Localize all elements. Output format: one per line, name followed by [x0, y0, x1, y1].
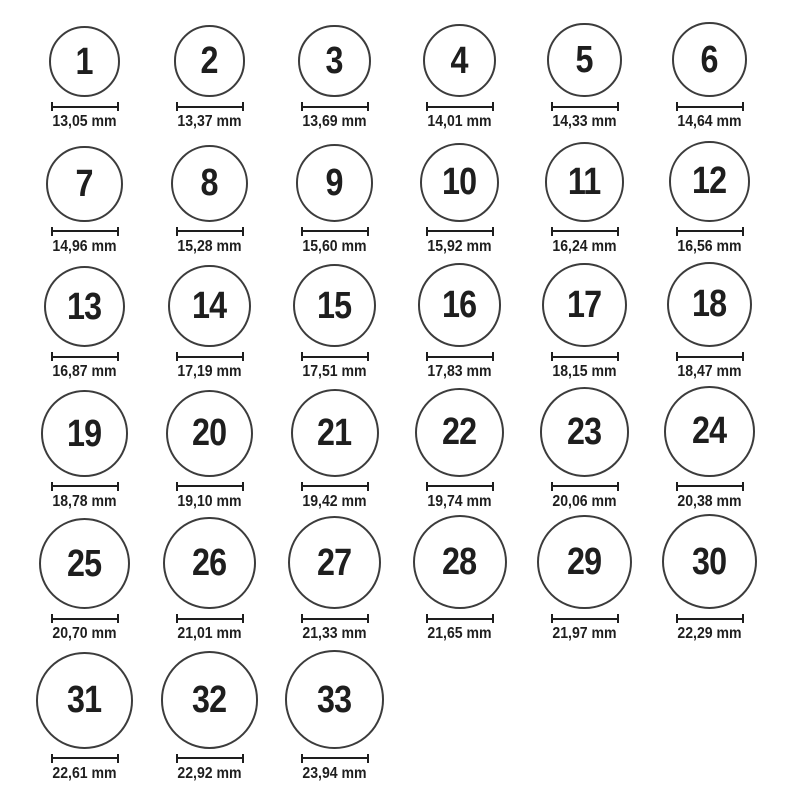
measure-tick-right [117, 352, 119, 361]
measure-tick-right [617, 352, 619, 361]
diameter-measure-line [426, 352, 494, 361]
ring-size-item [397, 24, 522, 132]
ring-size-number: 21 [317, 411, 352, 454]
ring-size-item [647, 514, 772, 644]
measure-bar [426, 230, 494, 232]
ring-circle [418, 263, 502, 347]
diameter-measure-line [51, 754, 119, 763]
measure-bar [551, 230, 619, 232]
measure-tick-right [117, 227, 119, 236]
measure-bar [301, 485, 369, 487]
diameter-label: 19,42 mm [302, 492, 367, 510]
ring-size-item [522, 387, 647, 511]
measure-bar [551, 485, 619, 487]
diameter-measure-line [551, 227, 619, 236]
ring-size-number: 32 [192, 678, 227, 721]
ring-size-item [147, 517, 272, 643]
ring-size-number: 12 [692, 160, 727, 203]
chart-row [22, 514, 800, 644]
measure-tick-right [367, 227, 369, 236]
diameter-label: 17,83 mm [427, 363, 492, 381]
ring-size-number: 28 [442, 541, 477, 584]
measure-bar [51, 757, 119, 759]
ring-size-number: 20 [192, 412, 227, 455]
chart-row [22, 141, 800, 255]
diameter-measure-line [676, 102, 744, 111]
diameter-label: 16,87 mm [52, 363, 117, 381]
ring-size-item [147, 390, 272, 511]
ring-size-number: 13 [67, 285, 102, 328]
ring-size-item [147, 265, 272, 381]
ring-size-number: 19 [67, 412, 102, 455]
ring-circle [664, 386, 755, 477]
ring-size-number: 8 [200, 162, 219, 205]
diameter-measure-line [676, 227, 744, 236]
diameter-label: 15,28 mm [177, 237, 242, 255]
measure-tick-right [492, 352, 494, 361]
ring-circle [540, 387, 630, 477]
measure-bar [676, 106, 744, 108]
ring-size-number: 18 [692, 283, 727, 326]
chart-row [22, 650, 800, 782]
measure-bar [426, 106, 494, 108]
ring-size-number: 9 [325, 161, 344, 204]
measure-tick-right [117, 754, 119, 763]
diameter-measure-line [551, 482, 619, 491]
diameter-label: 20,70 mm [52, 625, 117, 643]
ring-size-number: 2 [200, 40, 219, 83]
ring-size-item [522, 23, 647, 131]
ring-size-number: 11 [568, 160, 601, 203]
ring-circle [174, 25, 246, 97]
ring-size-item [397, 143, 522, 256]
measure-bar [551, 618, 619, 620]
measure-bar [176, 230, 244, 232]
measure-tick-right [617, 102, 619, 111]
ring-size-number: 1 [75, 40, 94, 83]
measure-tick-right [492, 102, 494, 111]
diameter-label: 14,33 mm [552, 113, 617, 131]
ring-size-number: 17 [567, 283, 602, 326]
diameter-measure-line [51, 482, 119, 491]
ring-circle [420, 143, 499, 222]
diameter-measure-line [426, 227, 494, 236]
measure-bar [176, 618, 244, 620]
diameter-measure-line [551, 102, 619, 111]
diameter-label: 13,69 mm [302, 113, 367, 131]
diameter-measure-line [551, 614, 619, 623]
ring-size-item [22, 652, 147, 783]
ring-circle [423, 24, 497, 98]
measure-tick-right [242, 352, 244, 361]
diameter-measure-line [301, 352, 369, 361]
ring-size-number: 25 [67, 542, 102, 585]
ring-size-number: 22 [442, 411, 477, 454]
diameter-measure-line [176, 754, 244, 763]
ring-circle [163, 517, 255, 609]
ring-size-number: 4 [450, 39, 469, 82]
ring-size-item [272, 650, 397, 782]
ring-circle [413, 515, 507, 609]
diameter-label: 14,96 mm [52, 237, 117, 255]
measure-tick-right [367, 614, 369, 623]
ring-size-item [272, 389, 397, 511]
measure-tick-right [367, 482, 369, 491]
diameter-label: 16,24 mm [552, 237, 617, 255]
diameter-label: 16,56 mm [677, 237, 742, 255]
measure-bar [51, 230, 119, 232]
ring-circle [537, 515, 632, 610]
ring-size-item [522, 142, 647, 256]
measure-tick-right [492, 227, 494, 236]
diameter-measure-line [426, 102, 494, 111]
diameter-label: 21,97 mm [552, 625, 617, 643]
diameter-label: 14,64 mm [677, 113, 742, 131]
diameter-label: 22,92 mm [177, 764, 242, 782]
measure-tick-right [742, 227, 744, 236]
ring-size-item [522, 515, 647, 644]
diameter-measure-line [301, 614, 369, 623]
measure-bar [176, 485, 244, 487]
ring-size-number: 30 [692, 540, 727, 583]
diameter-label: 22,29 mm [677, 625, 742, 643]
diameter-label: 21,33 mm [302, 625, 367, 643]
ring-size-item [272, 25, 397, 132]
diameter-measure-line [426, 482, 494, 491]
diameter-measure-line [51, 614, 119, 623]
ring-circle [171, 145, 248, 222]
measure-bar [176, 757, 244, 759]
ring-size-item [22, 266, 147, 381]
diameter-label: 19,74 mm [427, 492, 492, 510]
diameter-label: 17,51 mm [302, 363, 367, 381]
diameter-measure-line [176, 482, 244, 491]
diameter-measure-line [426, 614, 494, 623]
diameter-measure-line [301, 482, 369, 491]
ring-circle [662, 514, 758, 610]
ring-size-item [272, 144, 397, 256]
ring-size-number: 10 [442, 161, 477, 204]
ring-size-number: 29 [567, 541, 602, 584]
measure-bar [426, 485, 494, 487]
measure-bar [301, 356, 369, 358]
measure-tick-right [242, 754, 244, 763]
measure-bar [676, 618, 744, 620]
measure-bar [426, 618, 494, 620]
ring-size-item [647, 22, 772, 131]
ring-size-number: 26 [192, 542, 227, 585]
diameter-label: 15,92 mm [427, 237, 492, 255]
ring-circle [291, 389, 379, 477]
ring-circle [542, 263, 627, 348]
diameter-label: 21,65 mm [427, 625, 492, 643]
diameter-label: 20,38 mm [677, 492, 742, 510]
diameter-label: 23,94 mm [302, 764, 367, 782]
measure-tick-right [617, 482, 619, 491]
ring-size-item [22, 390, 147, 510]
ring-size-number: 7 [75, 162, 94, 205]
measure-tick-right [742, 352, 744, 361]
diameter-measure-line [51, 102, 119, 111]
ring-size-item [522, 263, 647, 382]
ring-size-number: 5 [575, 39, 594, 82]
measure-bar [301, 618, 369, 620]
measure-bar [176, 106, 244, 108]
ring-circle [46, 146, 122, 222]
measure-tick-right [742, 482, 744, 491]
diameter-measure-line [301, 102, 369, 111]
measure-bar [426, 356, 494, 358]
ring-size-number: 24 [692, 410, 727, 453]
measure-tick-right [242, 482, 244, 491]
diameter-measure-line [676, 352, 744, 361]
diameter-label: 13,37 mm [177, 113, 242, 131]
measure-tick-right [117, 482, 119, 491]
ring-circle [296, 144, 374, 222]
diameter-measure-line [176, 227, 244, 236]
measure-bar [676, 230, 744, 232]
ring-size-item [22, 26, 147, 131]
measure-bar [51, 485, 119, 487]
measure-tick-right [117, 614, 119, 623]
ring-circle [415, 388, 504, 477]
diameter-measure-line [51, 227, 119, 236]
ring-size-number: 33 [317, 678, 352, 721]
ring-size-item [147, 145, 272, 256]
ring-size-item [22, 518, 147, 643]
ring-size-item [397, 263, 522, 381]
diameter-label: 14,01 mm [427, 113, 492, 131]
ring-size-item [647, 262, 772, 382]
measure-bar [551, 356, 619, 358]
measure-bar [51, 356, 119, 358]
diameter-measure-line [551, 352, 619, 361]
diameter-label: 17,19 mm [177, 363, 242, 381]
diameter-measure-line [301, 227, 369, 236]
ring-circle [293, 264, 376, 347]
measure-tick-right [367, 352, 369, 361]
measure-tick-right [742, 102, 744, 111]
measure-bar [301, 106, 369, 108]
ring-size-number: 15 [317, 284, 352, 327]
ring-circle [288, 516, 381, 609]
ring-size-number: 14 [192, 285, 227, 328]
measure-tick-right [242, 227, 244, 236]
ring-size-number: 3 [325, 39, 344, 82]
ring-size-item [22, 146, 147, 256]
diameter-label: 18,15 mm [552, 363, 617, 381]
ring-size-number: 31 [67, 679, 102, 722]
measure-tick-right [492, 614, 494, 623]
measure-tick-right [617, 227, 619, 236]
measure-bar [51, 106, 119, 108]
ring-circle [672, 22, 747, 97]
ring-size-item [647, 141, 772, 255]
diameter-measure-line [176, 352, 244, 361]
diameter-measure-line [676, 614, 744, 623]
measure-tick-right [492, 482, 494, 491]
ring-circle [166, 390, 253, 477]
ring-circle [669, 141, 749, 221]
diameter-label: 18,47 mm [677, 363, 742, 381]
chart-row [22, 22, 800, 131]
ring-circle [168, 265, 250, 347]
measure-tick-right [367, 102, 369, 111]
chart-row [22, 386, 800, 511]
ring-size-number: 27 [317, 541, 352, 584]
diameter-label: 22,61 mm [52, 764, 117, 782]
measure-tick-right [617, 614, 619, 623]
chart-row [22, 262, 800, 382]
diameter-measure-line [51, 352, 119, 361]
ring-size-item [647, 386, 772, 511]
diameter-label: 20,06 mm [552, 492, 617, 510]
measure-bar [301, 230, 369, 232]
diameter-label: 18,78 mm [52, 492, 117, 510]
diameter-label: 15,60 mm [302, 237, 367, 255]
diameter-measure-line [176, 614, 244, 623]
ring-circle [41, 390, 127, 476]
ring-size-number: 23 [567, 410, 602, 453]
measure-tick-right [117, 102, 119, 111]
measure-bar [551, 106, 619, 108]
measure-bar [301, 757, 369, 759]
ring-circle [545, 142, 625, 222]
ring-circle [667, 262, 753, 348]
ring-circle [49, 26, 120, 97]
diameter-measure-line [176, 102, 244, 111]
ring-circle [298, 25, 371, 98]
measure-bar [51, 618, 119, 620]
diameter-measure-line [676, 482, 744, 491]
ring-size-item [272, 516, 397, 643]
measure-bar [676, 356, 744, 358]
diameter-label: 13,05 mm [52, 113, 117, 131]
diameter-measure-line [301, 754, 369, 763]
diameter-label: 21,01 mm [177, 625, 242, 643]
ring-size-item [272, 264, 397, 381]
ring-size-number: 16 [442, 284, 477, 327]
measure-tick-right [242, 102, 244, 111]
ring-circle [36, 652, 133, 749]
ring-size-item [147, 651, 272, 782]
ring-size-item [397, 515, 522, 643]
ring-circle [161, 651, 258, 748]
ring-size-number: 6 [700, 38, 719, 81]
ring-circle [44, 266, 125, 347]
measure-bar [676, 485, 744, 487]
ring-circle [547, 23, 621, 97]
measure-bar [176, 356, 244, 358]
ring-circle [39, 518, 130, 609]
measure-tick-right [367, 754, 369, 763]
ring-size-item [397, 388, 522, 511]
ring-circle [285, 650, 383, 748]
diameter-label: 19,10 mm [177, 492, 242, 510]
ring-size-item [147, 25, 272, 131]
measure-tick-right [242, 614, 244, 623]
measure-tick-right [742, 614, 744, 623]
